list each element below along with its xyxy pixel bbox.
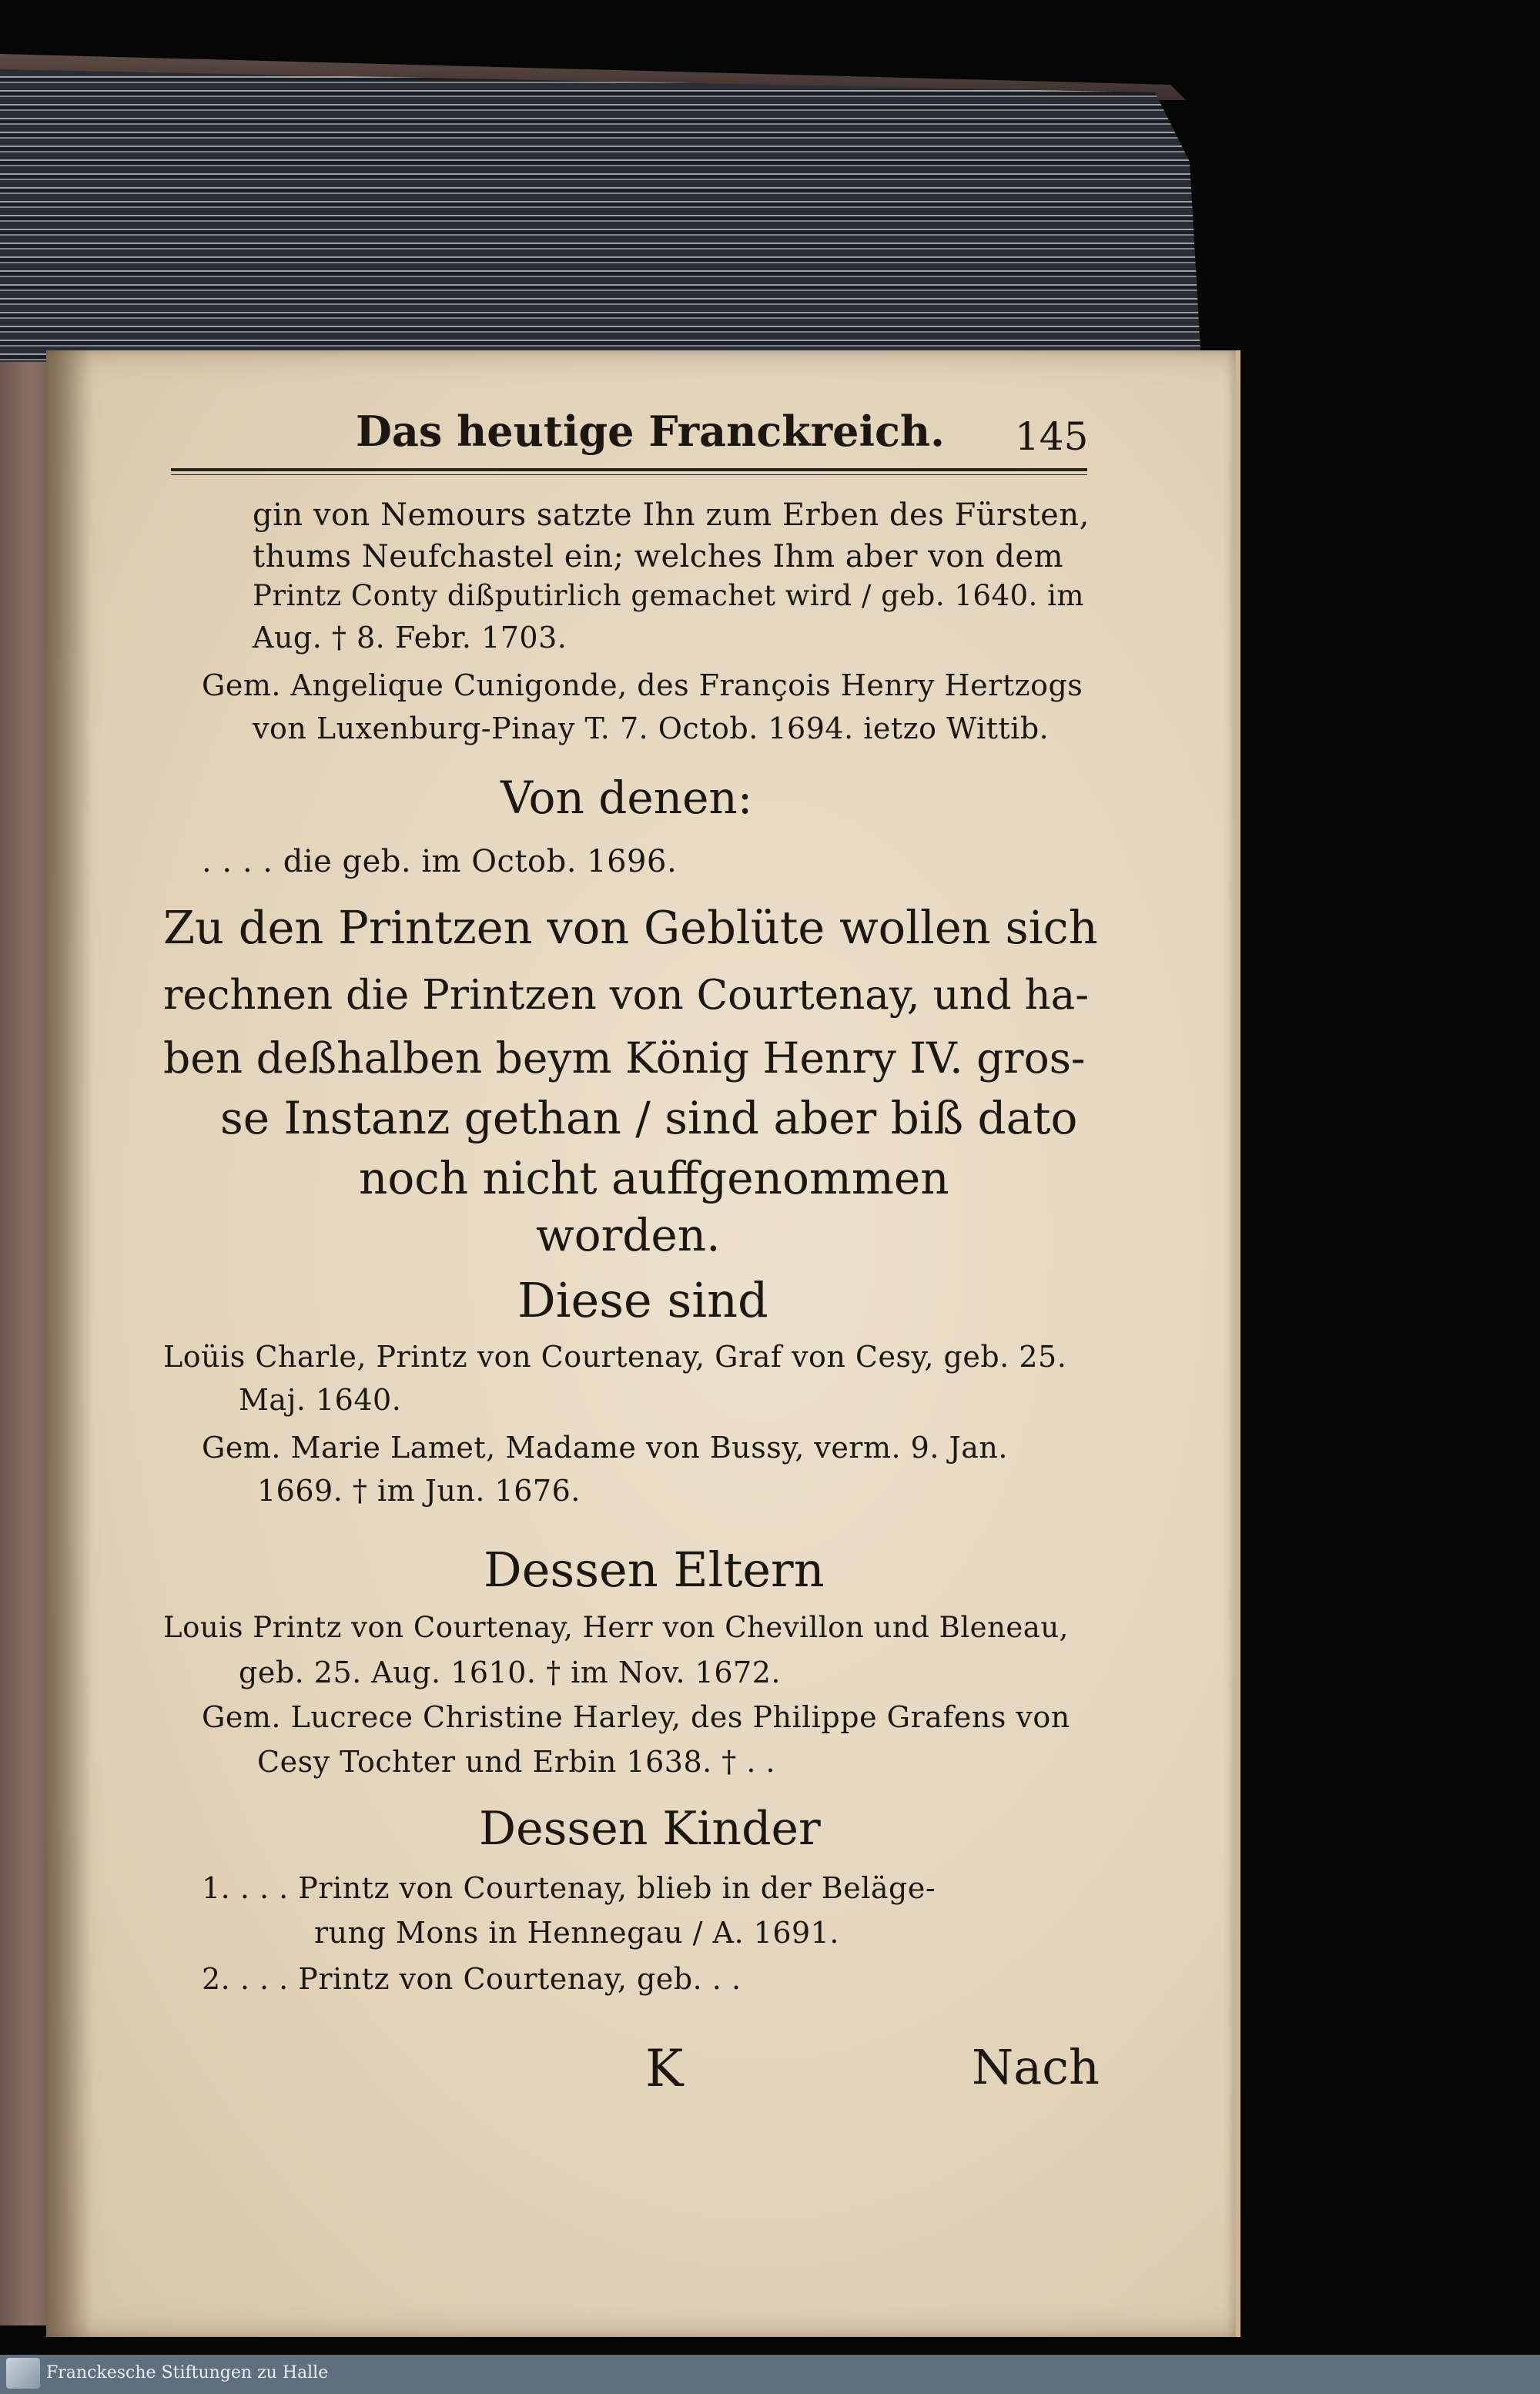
text-line: thums Neufchastel ein; welches Ihm aber von dem: [253, 539, 1064, 574]
text-line: rung Mons in Hennegau / A. 1691.: [314, 1916, 839, 1950]
header-rule-thin: [171, 474, 1087, 475]
page-edges: [0, 69, 1201, 362]
text-line: Printz Conty dißputirlich gemachet wird / geb. 1640. im: [253, 579, 1084, 612]
footer-label: Franckesche Stiftungen zu Halle: [46, 2363, 329, 2382]
large-text-line: worden.: [536, 1209, 721, 1261]
running-head: Das heutige Franckreich.: [356, 407, 945, 456]
text-line: geb. 25. Aug. 1610. † im Nov. 1672.: [239, 1656, 781, 1689]
page-number: 145: [1015, 414, 1089, 459]
text-line: 1. . . . Printz von Courtenay, blieb in der Beläge-: [202, 1871, 936, 1905]
signature-mark: K: [645, 2039, 684, 2098]
section-heading: Von denen:: [500, 772, 753, 824]
section-heading: Dessen Kinder: [479, 1802, 821, 1856]
text-line: Gem. Lucrece Christine Harley, des Philippe Grafens von: [202, 1700, 1070, 1734]
text-line: Maj. 1640.: [239, 1383, 402, 1417]
header-rule: [171, 468, 1087, 471]
catchword: Nach: [972, 2039, 1100, 2095]
text-line: Gem. Marie Lamet, Madame von Bussy, verm. 9. Jan.: [202, 1431, 1008, 1465]
text-line: 1669. † im Jun. 1676.: [257, 1474, 581, 1508]
text-line: von Luxenburg-Pinay T. 7. Octob. 1694. ietzo Wittib.: [253, 712, 1050, 745]
large-text-line: Zu den Printzen von Geblüte wollen sich: [163, 901, 1098, 954]
text-line: 2. . . . Printz von Courtenay, geb. . .: [202, 1962, 742, 1996]
text-line: Louis Printz von Courtenay, Herr von Chevillon und Bleneau,: [163, 1611, 1069, 1644]
text-line: Cesy Tochter und Erbin 1638. † . .: [257, 1745, 776, 1779]
large-text-line: se Instanz gethan / sind aber biß dato: [220, 1092, 1078, 1144]
institution-logo-icon: [6, 2358, 40, 2389]
text-line: Aug. † 8. Febr. 1703.: [253, 621, 567, 655]
text-line: . . . . die geb. im Octob. 1696.: [202, 844, 678, 879]
large-text-line: rechnen die Printzen von Courtenay, und ha-: [163, 972, 1090, 1019]
section-heading: Dessen Eltern: [484, 1542, 825, 1598]
section-heading: Diese sind: [517, 1272, 768, 1328]
page-gutter-shadow: [46, 350, 92, 2337]
text-line: Loüis Charle, Printz von Courtenay, Graf von Cesy, geb. 25.: [163, 1340, 1067, 1374]
text-line: gin von Nemours satzte Ihn zum Erben des Fürsten,: [253, 497, 1090, 533]
large-text-line: noch nicht auffgenommen: [359, 1152, 949, 1204]
large-text-line: ben deßhalben beym König Henry IV. gros-: [163, 1033, 1086, 1083]
text-line: Gem. Angelique Cunigonde, des François Henry Hertzogs: [202, 668, 1083, 702]
